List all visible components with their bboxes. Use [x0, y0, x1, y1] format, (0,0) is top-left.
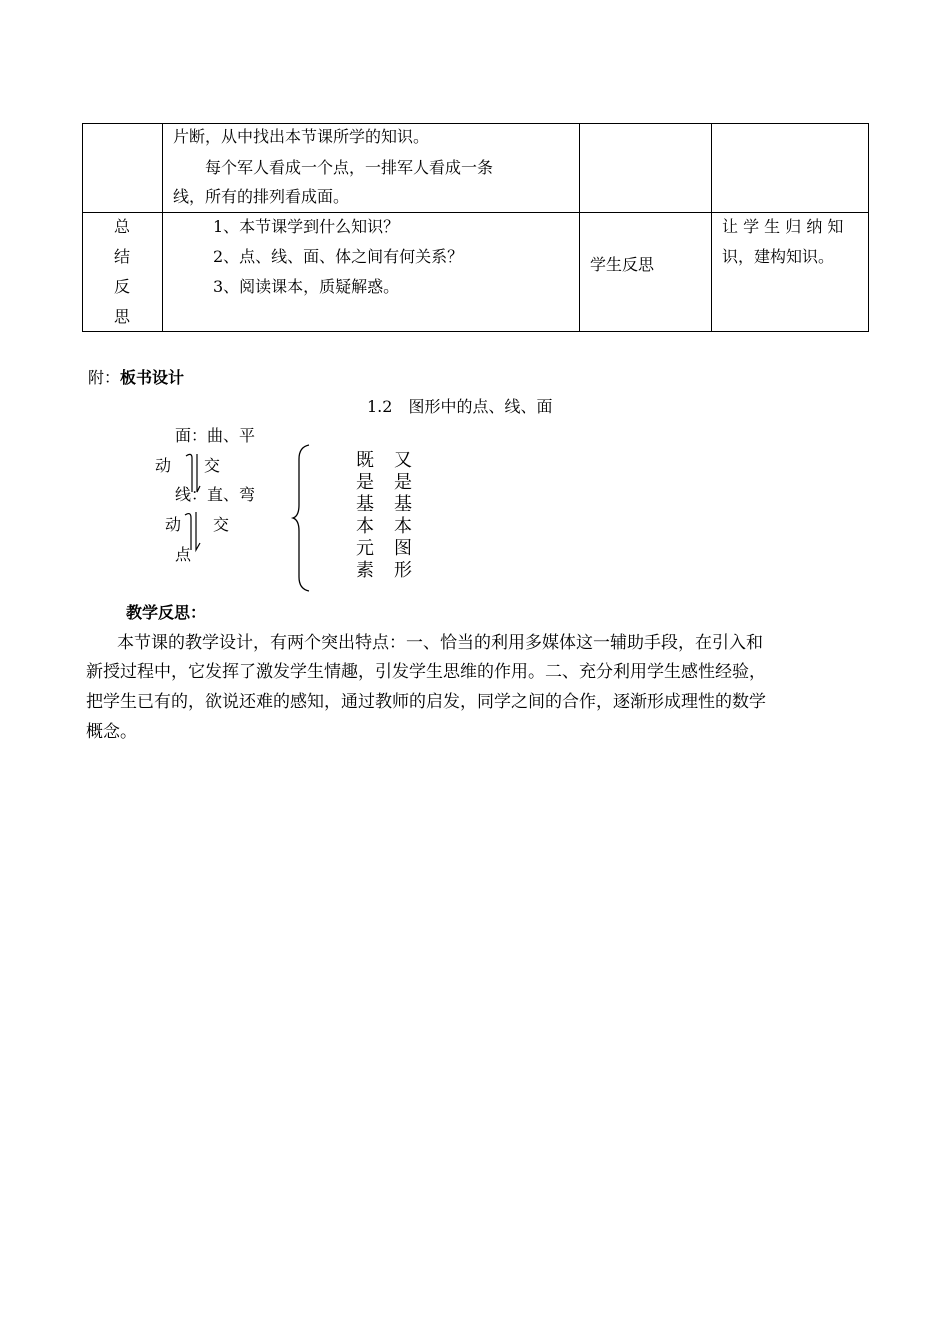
reflection-line-2: 新授过程中，它发挥了激发学生情趣，引发学生思维的作用。二、充分利用学生感性经验，	[86, 662, 766, 682]
board-col2-char-1: 又	[394, 450, 412, 471]
board-col1-char-3: 基	[356, 494, 374, 515]
board-col1-char-6: 素	[356, 560, 374, 581]
row1-content-line-1: 片断，从中找出本节课所学的知识。	[173, 127, 430, 146]
row2-stage-char-1: 总	[114, 217, 131, 236]
reflection-line-1: 本节课的教学设计，有两个突出特点：一、恰当的利用多媒体这一辅助手段，在引入和	[117, 633, 763, 653]
board-point: 点	[175, 545, 192, 564]
curly-brace	[295, 443, 315, 593]
table-row-divider	[82, 212, 869, 213]
table-border-bottom	[82, 331, 869, 332]
table-col-divider-3	[711, 123, 712, 332]
board-col1-char-5: 元	[356, 538, 374, 559]
board-col2-char-6: 形	[394, 560, 412, 581]
board-col1-char-2: 是	[356, 472, 374, 493]
board-cross-1: 交	[204, 456, 221, 475]
board-cross-2: 交	[213, 515, 230, 534]
board-col2-char-4: 本	[394, 516, 412, 537]
board-line: 线：直、弯	[175, 485, 256, 504]
row2-content-line-2: 2、点、线、面、体之间有何关系？	[213, 247, 464, 266]
board-col2-char-2: 是	[394, 472, 412, 493]
row2-student-activity: 学生反思	[590, 255, 655, 274]
row2-intent-line-1: 让 学 生 归 纳 知	[722, 217, 844, 236]
appendix-label: 板书设计	[120, 368, 185, 387]
reflection-line-3: 把学生已有的，欲说还难的感知，通过教师的启发，同学之间的合作，逐渐形成理性的数学	[86, 692, 766, 712]
appendix-prefix: 附：	[88, 368, 121, 387]
row2-stage-char-4: 思	[114, 307, 131, 326]
board-col2-char-5: 图	[394, 538, 412, 559]
board-move-2: 动	[165, 515, 182, 534]
board-title: 1.2 图形中的点、线、面	[367, 397, 553, 416]
board-face: 面：曲、平	[175, 426, 256, 445]
reflection-line-4: 概念。	[86, 722, 137, 742]
table-col-divider-2	[579, 123, 580, 332]
appendix-heading	[88, 370, 184, 386]
motion-arrows	[176, 448, 216, 558]
table-col-divider-1	[162, 123, 163, 332]
row2-content-line-3: 3、阅读课本，质疑解惑。	[213, 277, 400, 296]
board-move-1: 动	[155, 456, 172, 475]
reflection-heading: 教学反思：	[126, 603, 207, 622]
row2-content-line-1: 1、本节课学到什么知识？	[213, 217, 400, 236]
row2-stage-char-2: 结	[114, 247, 131, 266]
row1-content-line-2: 每个军人看成一个点，一排军人看成一条	[205, 158, 494, 177]
row2-stage-char-3: 反	[114, 277, 131, 296]
table-border-top	[82, 123, 869, 124]
board-col1-char-1: 既	[356, 450, 374, 471]
table-border-left	[82, 123, 83, 332]
row2-intent-line-2: 识，建构知识。	[722, 247, 835, 266]
table-border-right	[868, 123, 869, 332]
board-col1-char-4: 本	[356, 516, 374, 537]
board-col2-char-3: 基	[394, 494, 412, 515]
row1-content-line-3: 线，所有的排列看成面。	[173, 187, 350, 206]
